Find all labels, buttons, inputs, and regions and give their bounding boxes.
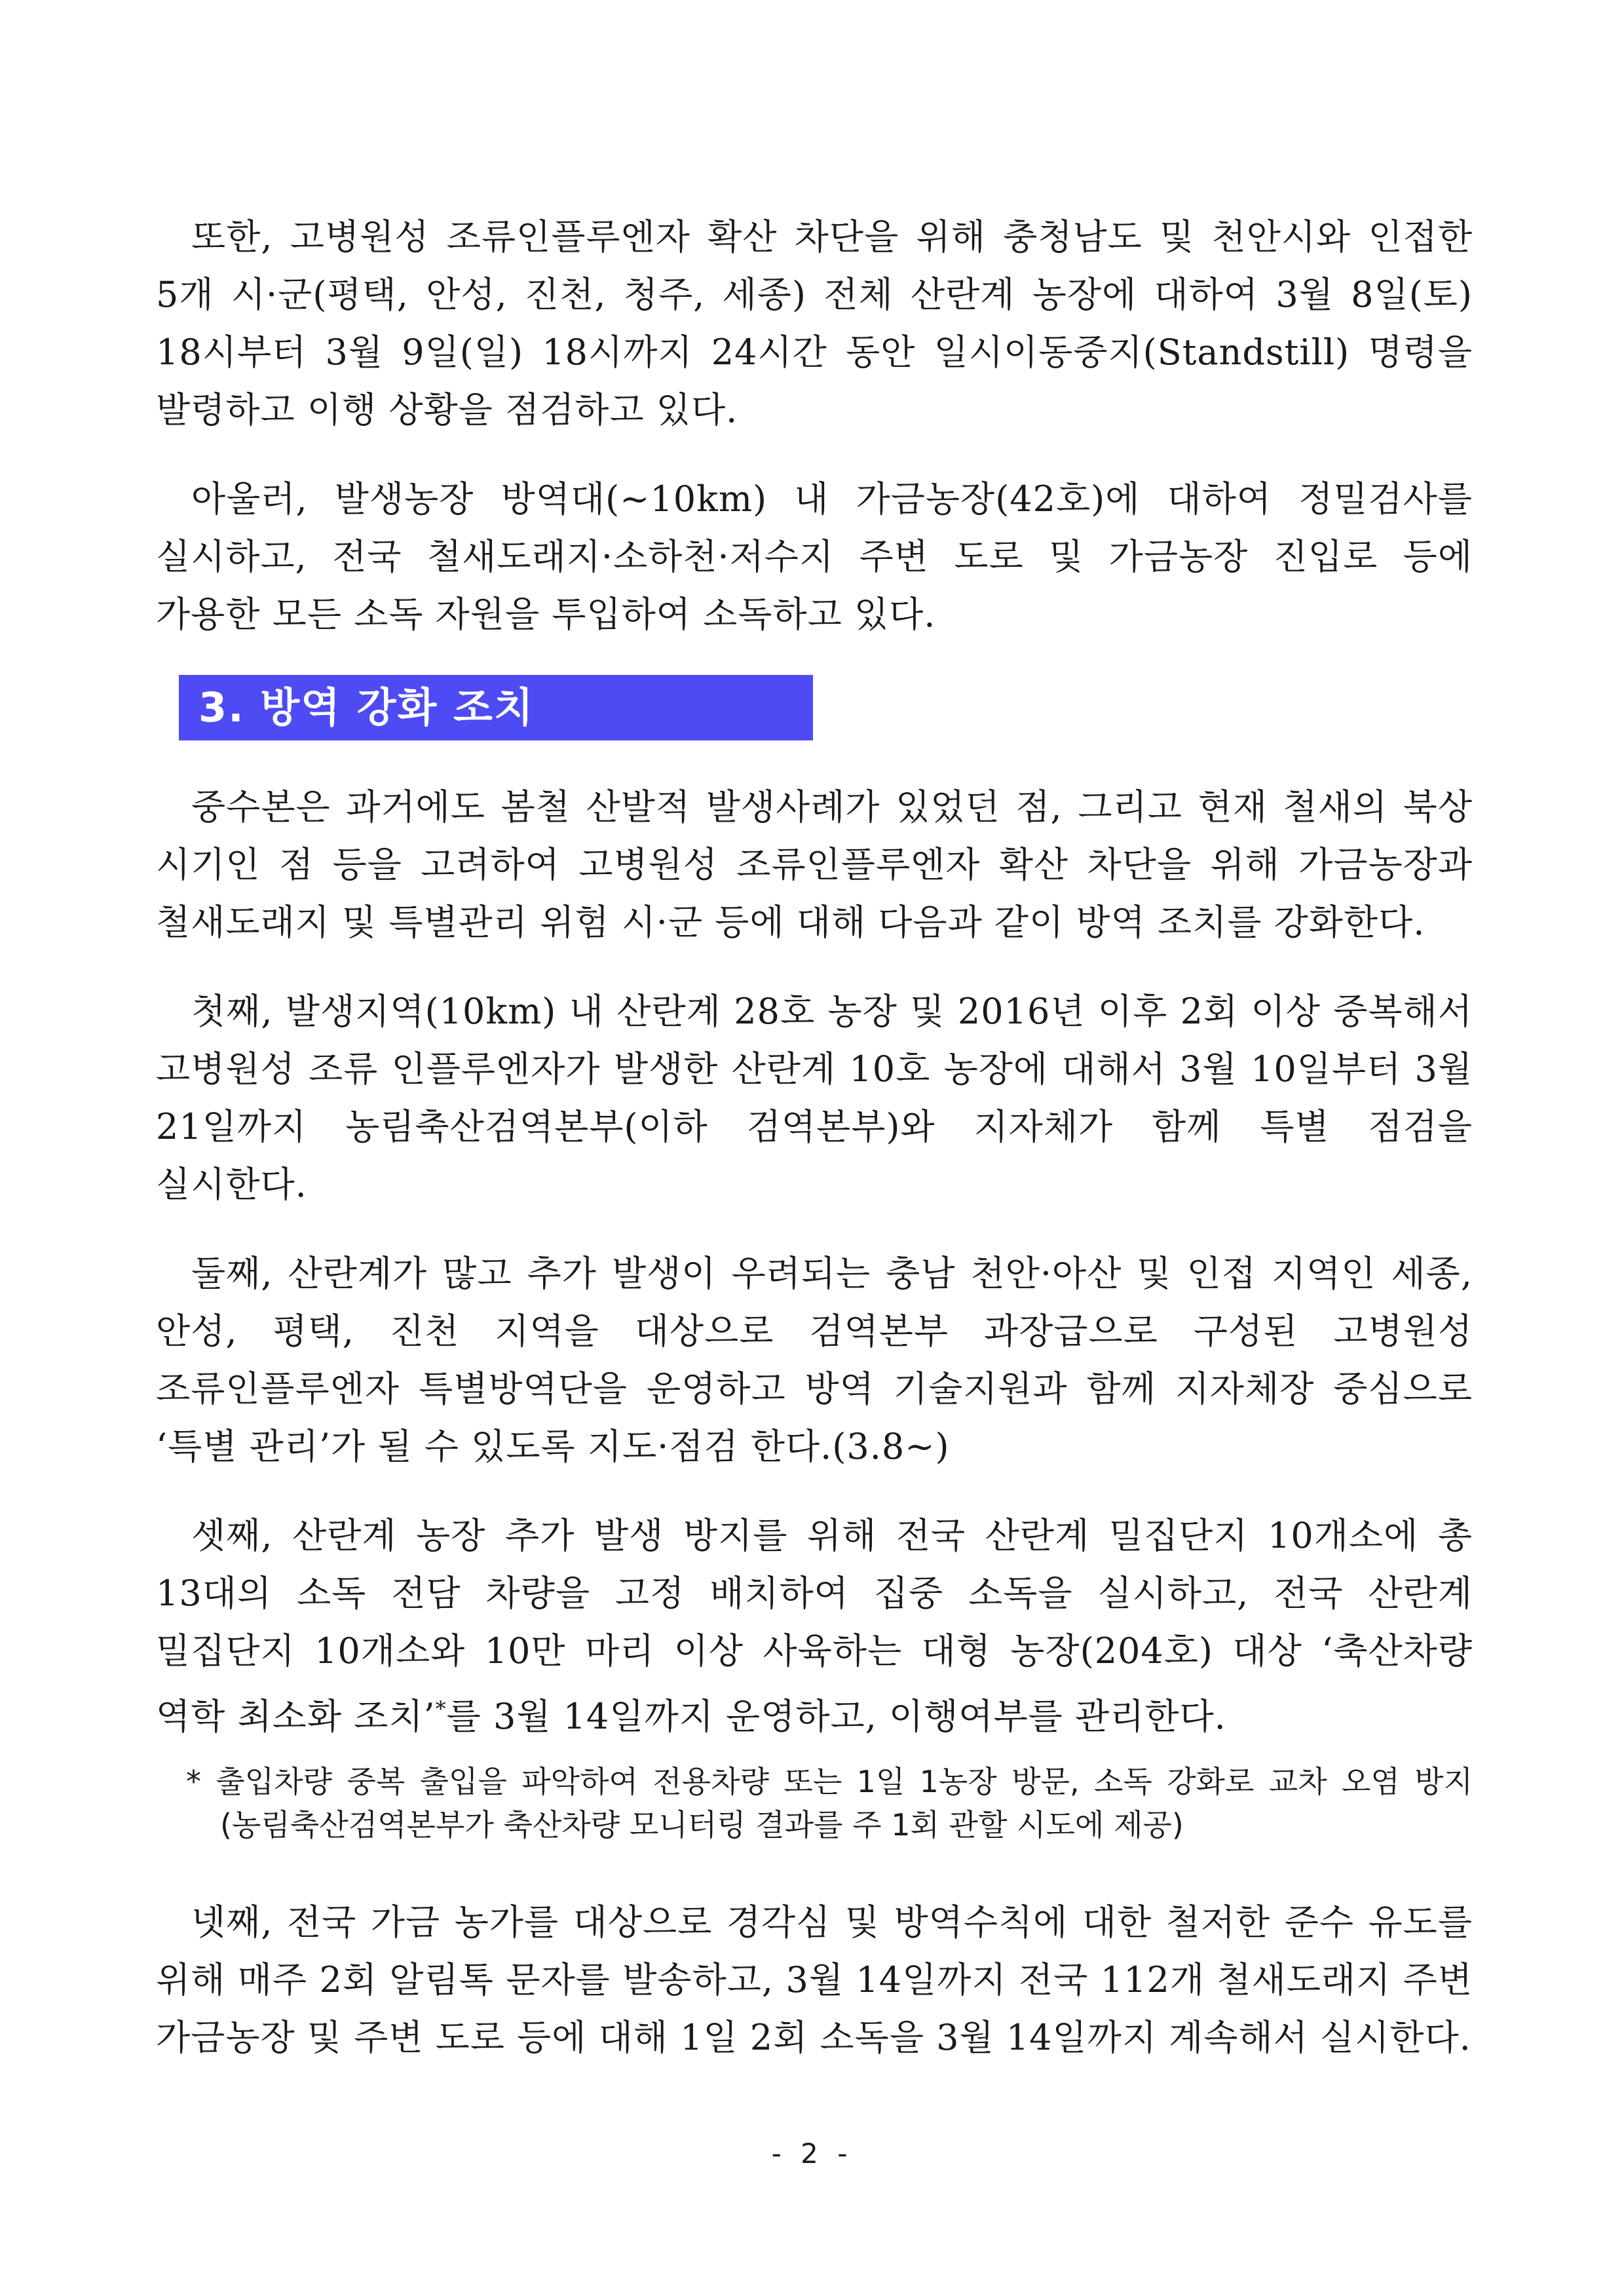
- footnote-mark: *: [435, 1696, 447, 1721]
- paragraph-disinfection: 아울러, 발생농장 방역대(~10km) 내 가금농장(42호)에 대하여 정밀검사를 실시하고, 전국 철새도래지·소하천·저수지 주변 도로 및 가금농장 진입로 등에 가용한 모든 소독 자원을 투입하여 소독하고 있다.: [156, 478, 1473, 635]
- paragraph-fourth-measure: 넷째, 전국 가금 농가를 대상으로 경각심 및 방역수칙에 대한 철저한 준수 유도를 위해 매주 2회 알림톡 문자를 발송하고, 3월 14일까지 전국 112개 철새도래지 주변 가금농장 및 주변 도로 등에 대해 1일 2회 소독을 3월 14일까지 계속해서 실시한다.: [156, 1902, 1473, 2058]
- paragraph-third-measure: [156, 1507, 1473, 1746]
- paragraph-standstill: 또한, 고병원성 조류인플루엔자 확산 차단을 위해 충청남도 및 천안시와 인접한 5개 시·군(평택, 안성, 진천, 청주, 세종) 전체 산란계 농장에 대하여 3월 8일(토) 18시부터 3월 9일(일) 18시까지 24시간 동안 일시이동중지(Standstill) 명령을 발령하고 이행 상황을 점검하고 있다.: [156, 216, 1473, 430]
- paragraph-intro-measures: 중수본은 과거에도 봄철 산발적 발생사례가 있었던 점, 그리고 현재 철새의 북상 시기인 점 등을 고려하여 고병원성 조류인플루엔자 확산 차단을 위해 가금농장과 철새도래지 및 특별관리 위험 시·군 등에 대해 다음과 같이 방역 조치를 강화한다.: [156, 786, 1473, 943]
- paragraph-first-measure: 첫째, 발생지역(10km) 내 산란계 28호 농장 및 2016년 이후 2회 이상 중복해서 고병원성 조류 인플루엔자가 발생한 산란계 10호 농장에 대해서 3월 10일부터 3월 21일까지 농림축산검역본부(이하 검역본부)와 지자체가 함께 특별 점검을 실시한다.: [156, 991, 1473, 1205]
- third-measure-text: 셋째, 산란계 농장 추가 발생 방지를 위해 전국 산란계 밀집단지 10개소에 총 13대의 소독 전담 차량을 고정 배치하여 집중 소독을 실시하고, 전국 산란계 밀집단지 10개소와 10만 마리 이상 사육하는 대형 농장(204호) 대상 ‘축산차량 역학 최소화 조치’: [156, 1515, 1473, 1737]
- paragraph-second-measure: 둘째, 산란계가 많고 추가 발생이 우려되는 충남 천안·아산 및 인접 지역인 세종, 안성, 평택, 진천 지역을 대상으로 검역본부 과장급으로 구성된 고병원성 조류인플루엔자 특별방역단을 운영하고 방역 기술지원과 함께 지자체장 중심으로 ‘특별 관리’가 될 수 있도록 지도·점검 한다.(3.8~): [156, 1253, 1473, 1467]
- page-number: - 2 -: [771, 2137, 853, 2170]
- third-measure-text-after: 를 3월 14일까지 운영하고, 이행여부를 관리한다.: [446, 1696, 1226, 1737]
- document-body: [156, 208, 1473, 2098]
- footnote: * 출입차량 중복 출입을 파악하여 전용차량 또는 1일 1농장 방문, 소독 강화로 교차 오염 방지(농림축산검역본부가 축산차량 모니터링 결과를 주 1회 관할 시도에 제공): [186, 1764, 1473, 1843]
- section-title: 3. 방역 강화 조치: [179, 675, 813, 740]
